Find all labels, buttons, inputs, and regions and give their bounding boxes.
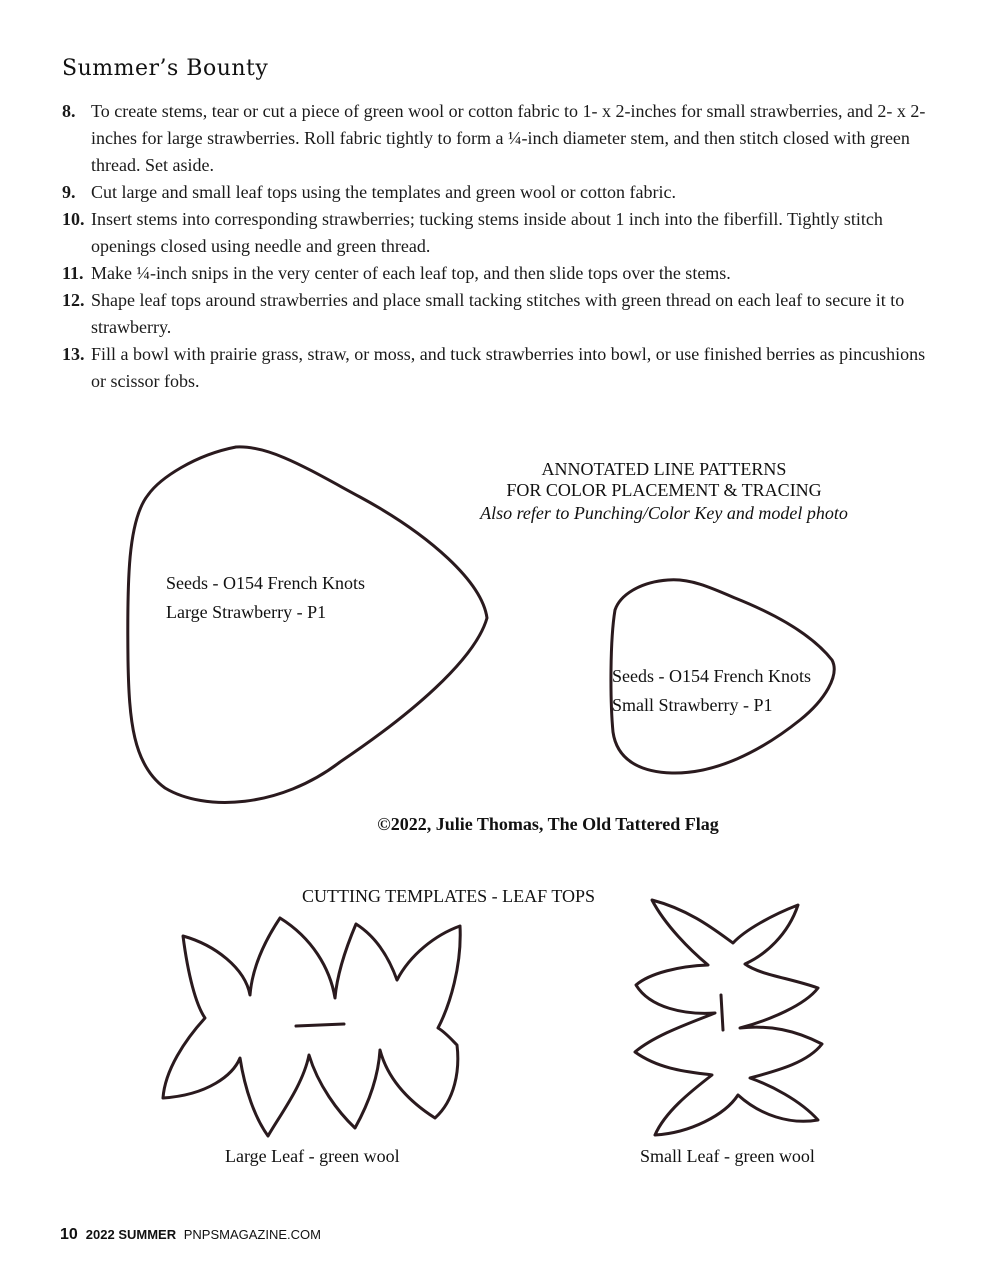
large-leaf-outline [163, 918, 460, 1136]
small-strawberry-seeds-label: Seeds - O154 French Knots [612, 666, 811, 686]
patterns-subtitle: Also refer to Punching/Color Key and model photo [480, 503, 848, 523]
step-text: Make ¼-inch snips in the very center of each leaf top, and then slide tops over the stems. [91, 263, 731, 283]
step-text: Cut large and small leaf tops using the templates and green wool or cotton fabric. [91, 182, 677, 202]
step-number: 10. [62, 209, 85, 229]
step-number: 13. [62, 344, 85, 364]
patterns-title-line2: FOR COLOR PLACEMENT & TRACING [506, 480, 822, 500]
page-footer [60, 1226, 321, 1244]
website-label: PNPSMAGAZINE.COM [183, 1227, 321, 1242]
step-number: 9. [62, 182, 76, 202]
large-strawberry-outline [128, 447, 487, 803]
small-leaf-outline [635, 900, 822, 1135]
small-leaf-caption: Small Leaf - green wool [640, 1146, 815, 1166]
step-text: Shape leaf tops around strawberries and place small tacking stitches with green thread on each leaf to secure it to strawberry. [91, 290, 905, 337]
page-number: 10 [60, 1226, 78, 1243]
large-leaf-center-slit [296, 1024, 344, 1026]
small-leaf-center-slit [721, 995, 723, 1030]
section-title: Summer’s Bounty [62, 56, 269, 81]
large-strawberry-seeds-label: Seeds - O154 French Knots [166, 573, 365, 593]
large-strawberry-name-label: Large Strawberry - P1 [166, 602, 327, 622]
step-number: 11. [62, 263, 84, 283]
step-number: 8. [62, 101, 76, 121]
step-text: Fill a bowl with prairie grass, straw, or moss, and tuck strawberries into bowl, or use finished berries as pincushions or scissor fobs. [91, 344, 926, 391]
small-strawberry-name-label: Small Strawberry - P1 [612, 695, 773, 715]
patterns-title-line1: ANNOTATED LINE PATTERNS [541, 459, 787, 479]
step-number: 12. [62, 290, 85, 310]
large-leaf-caption: Large Leaf - green wool [225, 1146, 400, 1166]
patterns-heading [446, 459, 882, 524]
step-text: Insert stems into corresponding strawberries; tucking stems inside about 1 inch into the fiberfill. Tightly stitch openings closed using needle and green thread. [91, 209, 883, 256]
copyright-notice: ©2022, Julie Thomas, The Old Tattered Flag [377, 814, 719, 834]
step-text: To create stems, tear or cut a piece of green wool or cotton fabric to 1- x 2-inches for small strawberries, and 2- x 2-inches for large strawberries. Roll fabric tightly to form a ¼-inch diameter stem, and then stitch closed with green thread. Set aside. [91, 101, 926, 175]
issue-label: 2022 SUMMER [85, 1227, 177, 1242]
templates-title: CUTTING TEMPLATES - LEAF TOPS [302, 886, 596, 906]
